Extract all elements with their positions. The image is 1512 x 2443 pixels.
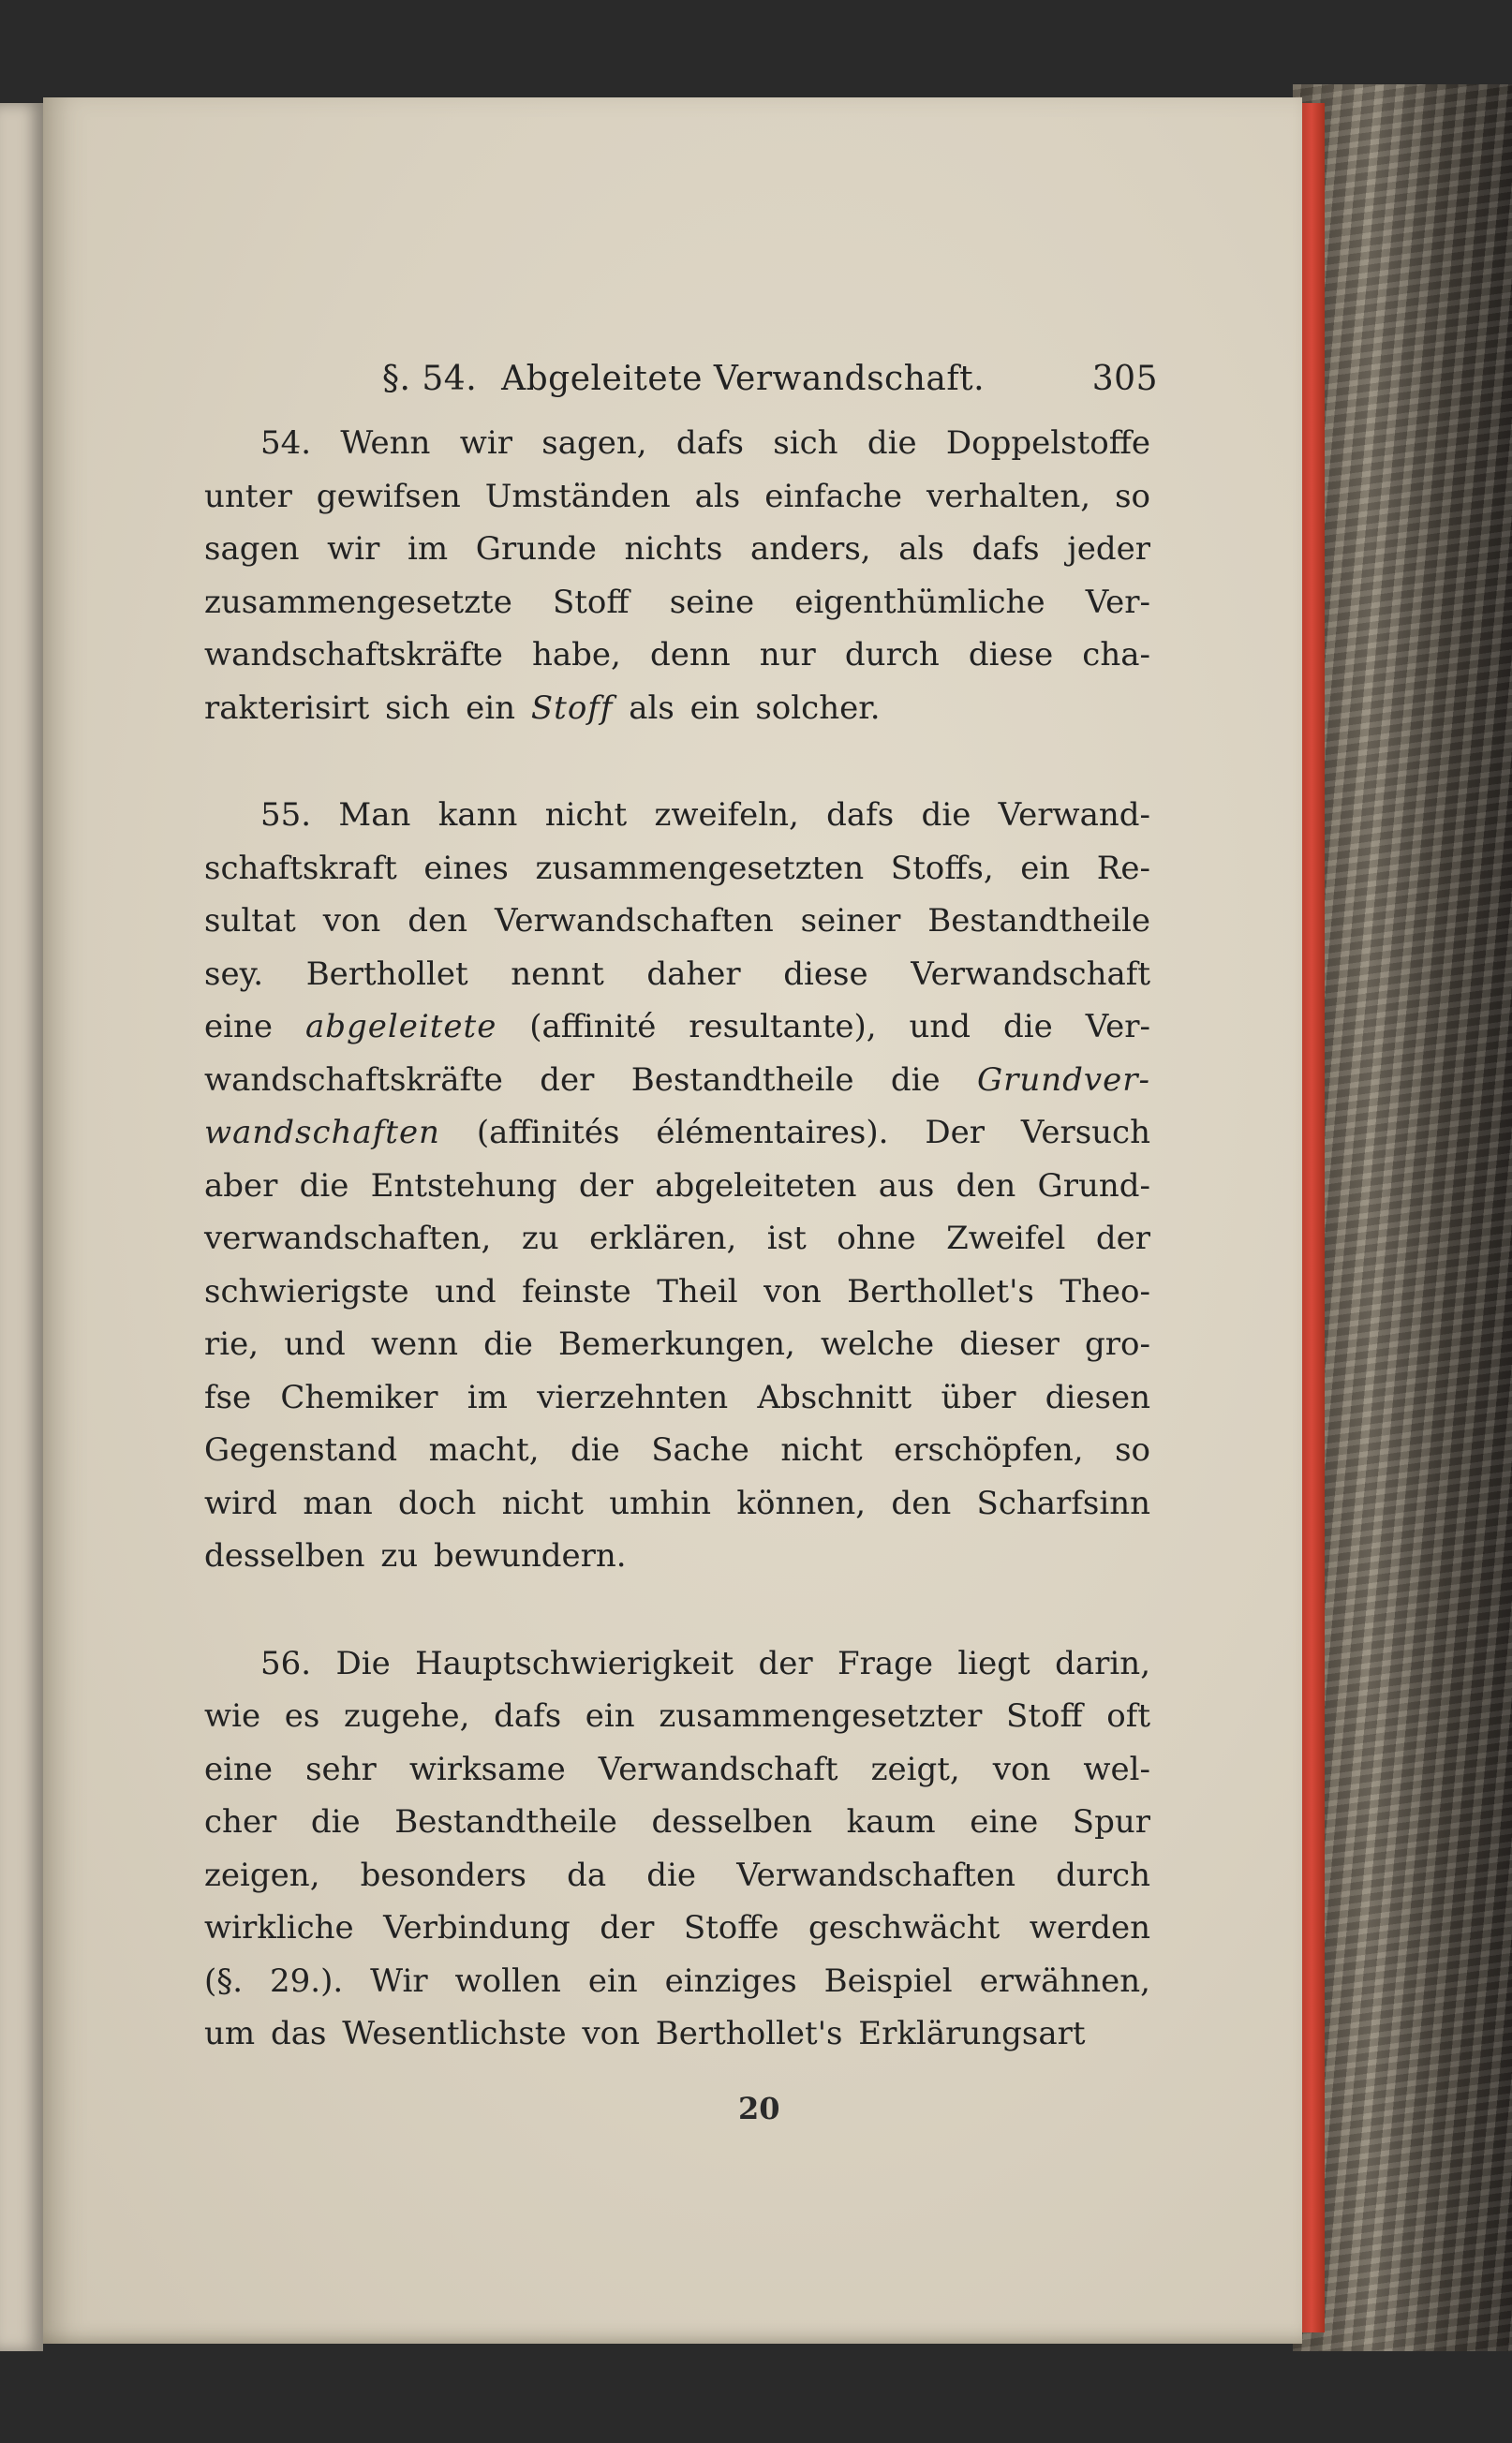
text-line: [204, 1955, 1150, 2008]
line-text: rakterisirt sich ein: [204, 688, 531, 727]
text-line: [204, 1796, 1150, 1849]
text-line: [204, 629, 1150, 682]
text-line: [204, 1371, 1150, 1425]
emphasized-term: Stoff: [530, 688, 614, 727]
line-text: 55. Man kann nicht zweifeln, dafs die Verwand-: [260, 796, 1150, 834]
red-page-edge: [1298, 103, 1325, 2332]
line-text: sagen wir im Grunde nichts anders, als dafs jeder: [204, 530, 1150, 568]
line-text: wirkliche Verbindung der Stoffe geschwächt werden: [204, 1909, 1150, 1947]
emphasized-term: abgeleitete: [304, 1008, 497, 1045]
page-text: [204, 360, 1158, 2061]
text-line: [204, 948, 1150, 1001]
text-line: [204, 1477, 1150, 1531]
line-text: schwierigste und feinste Theil von Berthollet's Theo-: [204, 1272, 1150, 1310]
line-text: fse Chemiker im vierzehnten Abschnitt über diesen: [204, 1378, 1150, 1416]
text-line: [204, 417, 1150, 470]
paragraph-3: [204, 1637, 1150, 2061]
text-line: [204, 523, 1150, 576]
paragraphs: [204, 417, 1150, 2061]
line-text: um das Wesentlichste von Berthollet's Erklärungsart: [204, 2015, 1086, 2052]
line-text: eine: [204, 1008, 305, 1045]
text-line: [204, 1212, 1150, 1266]
text-line: [204, 1690, 1150, 1743]
text-line: [204, 1902, 1150, 1955]
text-line: [204, 1637, 1150, 1691]
running-head-section: §. 54.: [382, 360, 478, 398]
line-text-continued: (affinité resultante), und die Ver-: [497, 1008, 1150, 1045]
line-text: rie, und wenn die Bemerkungen, welche dieser gro-: [204, 1325, 1150, 1363]
line-text-continued: als ein solcher.: [613, 688, 881, 727]
line-text: wie es zugehe, dafs ein zusammengesetzter Stoff oft: [204, 1697, 1150, 1735]
emphasized-term: Grundver-: [976, 1060, 1150, 1099]
text-line: [204, 1530, 1150, 1583]
line-text: schaftskraft eines zusammengesetzten Stoffs, ein Re-: [204, 849, 1150, 887]
text-line: [204, 682, 1150, 735]
line-text: zusammengesetzte Stoff seine eigenthümliche Ver-: [204, 583, 1150, 621]
running-head: [204, 360, 1158, 398]
text-line: [204, 1000, 1150, 1054]
text-line: [204, 470, 1150, 524]
line-text: desselben zu bewundern.: [204, 1537, 627, 1575]
signature-mark: 20: [738, 2091, 780, 2126]
line-text: eine sehr wirksame Verwandschaft zeigt, von wel-: [204, 1750, 1150, 1788]
text-line: [204, 1424, 1150, 1477]
line-text-continued: (affinités élémentaires). Der Versuch: [439, 1114, 1150, 1151]
text-line: [204, 1743, 1150, 1797]
line-text: cher die Bestandtheile desselben kaum eine Spur: [204, 1803, 1150, 1841]
paragraph-2: [204, 789, 1150, 1583]
text-line: [204, 895, 1150, 948]
facing-page-edge: [0, 103, 43, 2351]
line-text: sey. Berthollet nennt daher diese Verwandschaft: [204, 955, 1150, 993]
text-line: [204, 1054, 1150, 1107]
text-line: [204, 1266, 1150, 1319]
text-line: [204, 1160, 1150, 1213]
text-line: [204, 576, 1150, 629]
line-text: unter gewifsen Umständen als einfache verhalten, so: [204, 477, 1150, 515]
text-line: [204, 2007, 1150, 2061]
line-text: Gegenstand macht, die Sache nicht erschöpfen, so: [204, 1431, 1150, 1469]
line-text: (§. 29.). Wir wollen ein einziges Beispiel erwähnen,: [204, 1962, 1150, 2000]
running-head-title: Abgeleitete Verwandschaft.: [501, 360, 986, 398]
line-text: wandschaftskräfte habe, denn nur durch diese cha-: [204, 636, 1150, 674]
book-fore-edge: [1293, 84, 1512, 2351]
page-number: 305: [1091, 360, 1158, 398]
text-line: [204, 842, 1150, 896]
line-text: 54. Wenn wir sagen, dafs sich die Doppelstoffe: [260, 424, 1150, 462]
line-text: zeigen, besonders da die Verwandschaften durch: [204, 1856, 1150, 1894]
line-text: 56. Die Hauptschwierigkeit der Frage liegt darin,: [260, 1644, 1150, 1682]
line-text: wird man doch nicht umhin können, den Scharfsinn: [204, 1484, 1150, 1522]
paragraph-1: [204, 417, 1150, 734]
book-page: [43, 97, 1302, 2344]
emphasized-term: wandschaften: [204, 1114, 440, 1151]
line-text: verwandschaften, zu erklären, ist ohne Zweifel der: [204, 1220, 1150, 1257]
line-text: sultat von den Verwandschaften seiner Bestandtheile: [204, 902, 1150, 940]
text-line: [204, 1849, 1150, 1903]
text-line: [204, 789, 1150, 842]
line-text: aber die Entstehung der abgeleiteten aus den Grund-: [204, 1166, 1150, 1205]
text-line: [204, 1318, 1150, 1371]
line-text: wandschaftskräfte der Bestandtheile die: [204, 1060, 977, 1099]
text-line: [204, 1106, 1150, 1160]
